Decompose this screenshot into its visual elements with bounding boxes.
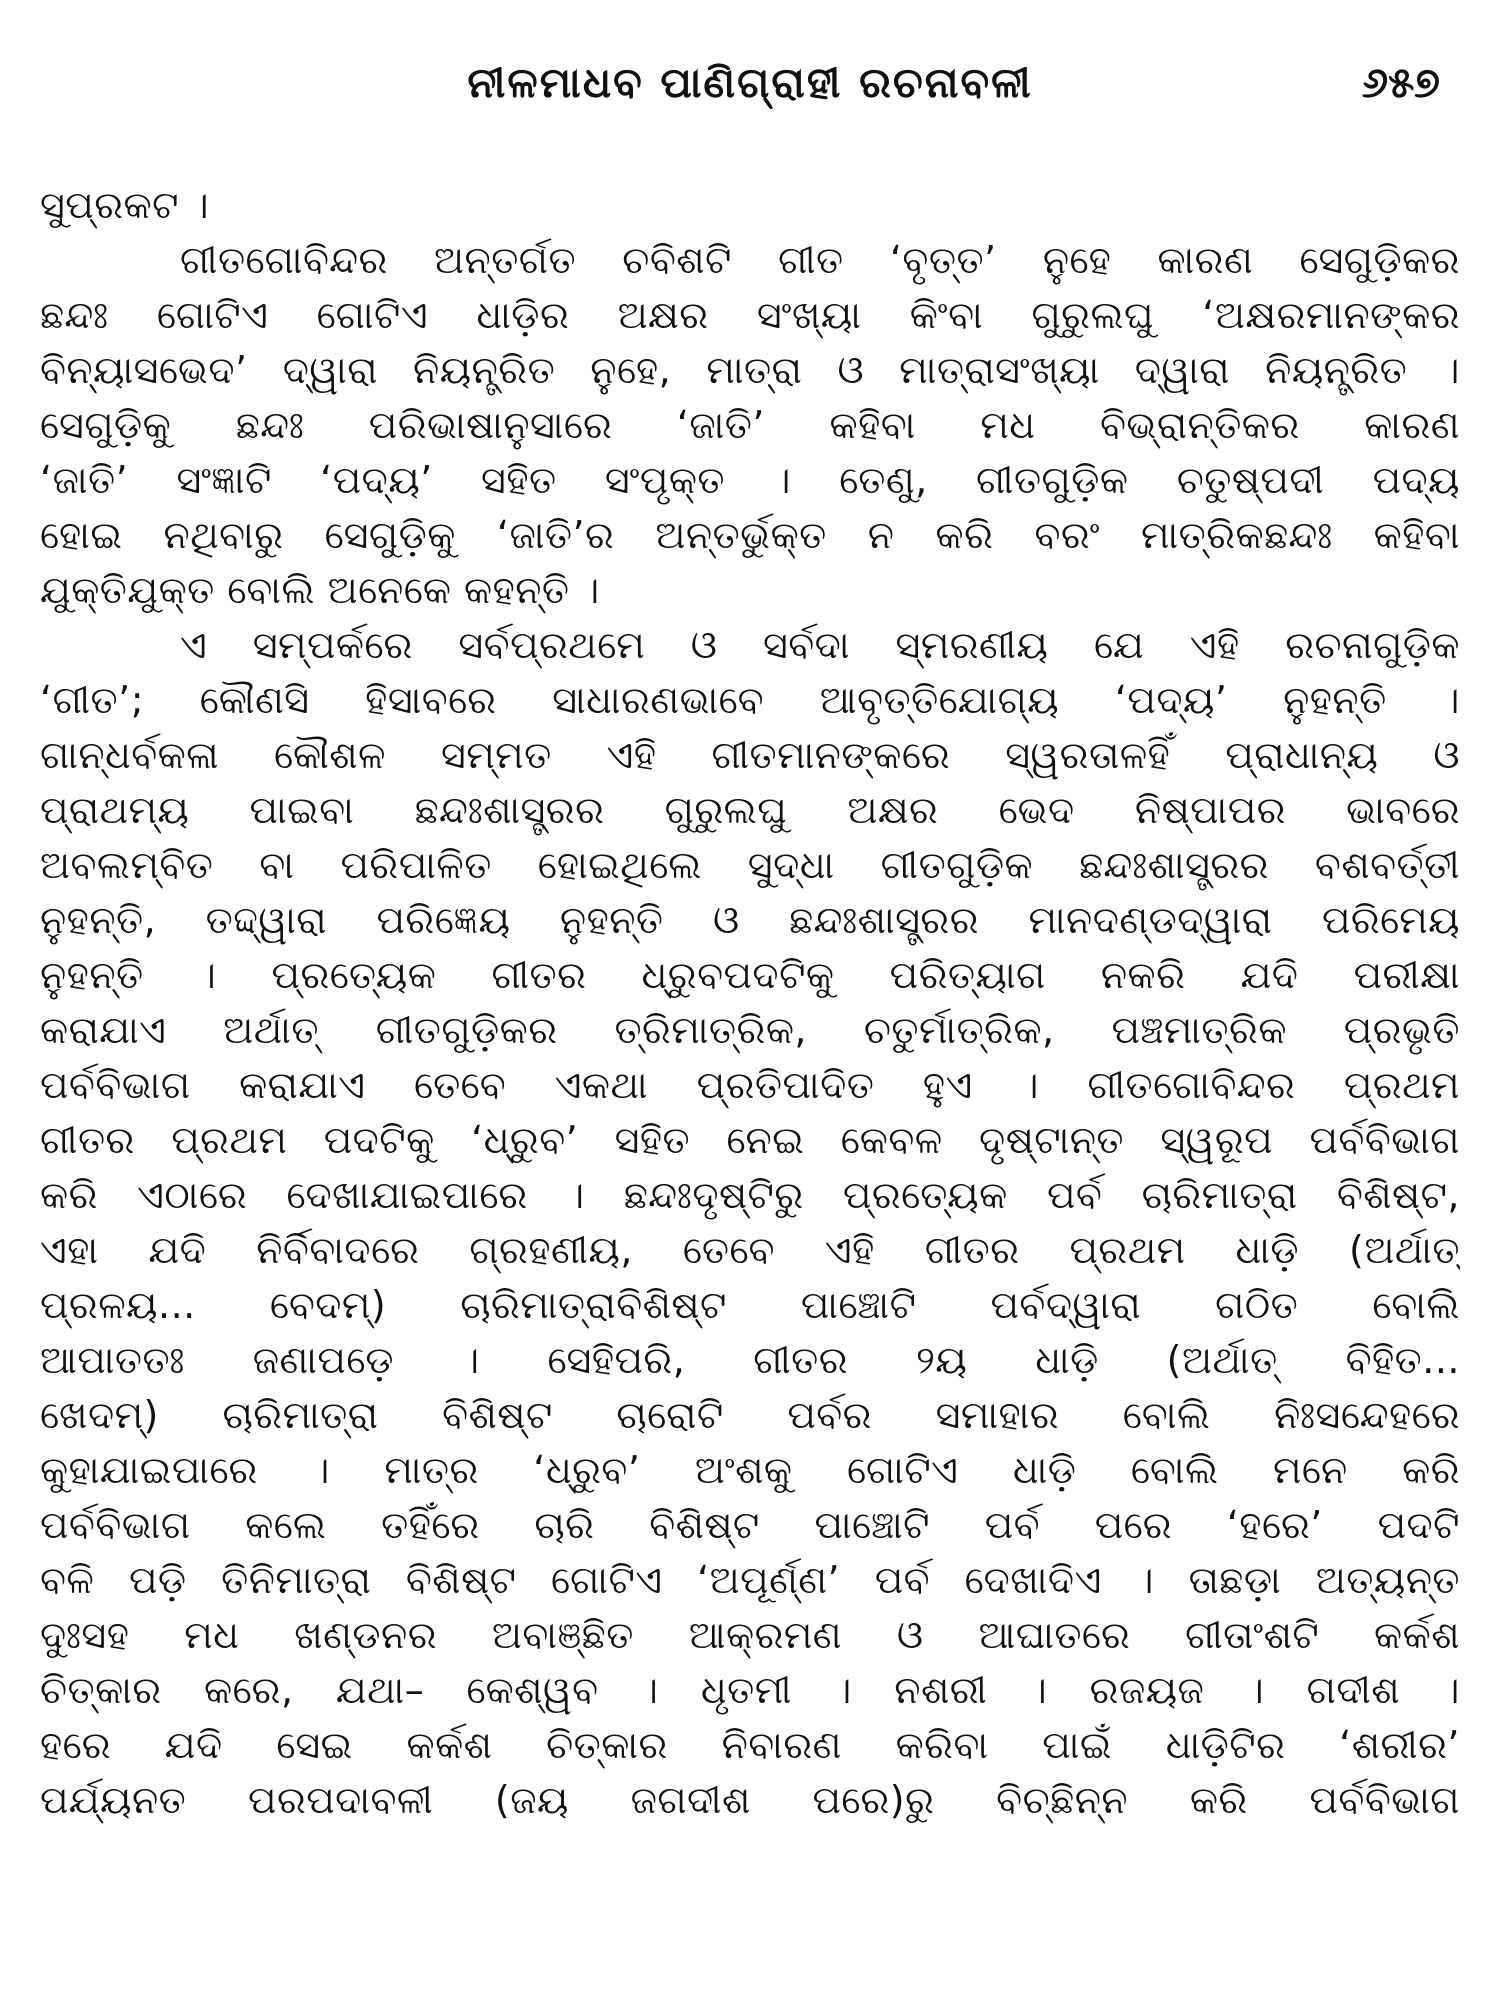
text-line: ବିନ୍ୟାସଭେଦ’ ଦ୍ୱାରା ନିୟନ୍ତ୍ରିତ ନୁହେ, ମାତ୍ରା ଓ ମାତ୍ରାସଂଖ୍ୟା ଦ୍ୱାରା ନିୟନ୍ତ୍ରିତ । [40,348,1460,392]
page-header [0,58,1500,128]
text-line: ନୁହନ୍ତି, ତଦ୍ଦ୍ୱାରା ପରିଜ୍ଞେୟ ନୁହନ୍ତି ଓ ଛନ୍ଦଃଶାସ୍ତ୍ରର ମାନଦଣ୍ଡଦ୍ୱାରା ପରିମେୟ [40,898,1460,942]
text-line: କୁହାଯାଇପାରେ । ମାତ୍ର ‘ଧ୍ରୁବ’ ଅଂଶକୁ ଗୋଟିଏ ଧାଡ଼ି ବୋଲି ମନେ କରି [40,1448,1460,1492]
text-line: ବଳି ପଡ଼ି ତିନିମାତ୍ରା ବିଶିଷ୍ଟ ଗୋଟିଏ ‘ଅପୂର୍ଣ୍ଣ’ ପର୍ବ ଦେଖାଦିଏ । ତାଛଡ଼ା ଅତ୍ୟନ୍ତ [40,1558,1460,1602]
text-line: ଦୁଃସହ ମଧ ଖଣ୍ଡନର ଅବାଞ୍ଛିତ ଆକ୍ରମଣ ଓ ଆଘାତରେ ଗୀତାଂଶଟି କର୍କଶ [40,1613,1460,1657]
text-line: ଅବଲମ୍ବିତ ବା ପରିପାଳିତ ହୋଇଥିଲେ ସୁଦ୍ଧା ଗୀତଗୁଡ଼ିକ ଛନ୍ଦଃଶାସ୍ତ୍ରର ବଶବର୍ତ୍ତୀ [40,843,1460,887]
text-line: ପ୍ରାଥମ୍ୟ ପାଇବା ଛନ୍ଦଃଶାସ୍ତ୍ରର ଗୁରୁଲଘୁ ଅକ୍ଷର ଭେଦ ନିଷ୍ପାପର ଭାବରେ [40,788,1460,832]
text-line: ପର୍ବବିଭାଗ କଲେ ତହିଁରେ ଚାରି ବିଶିଷ୍ଟ ପାଞ୍ଚୋଟି ପର୍ବ ପରେ ‘ହରେ’ ପଦଟି [40,1503,1460,1547]
text-line: ଛନ୍ଦଃ ଗୋଟିଏ ଗୋଟିଏ ଧାଡ଼ିର ଅକ୍ଷର ସଂଖ୍ୟା କିଂବା ଗୁରୁଲଘୁ ‘ଅକ୍ଷରମାନଙ୍କର [40,293,1460,337]
text-line: ସୁପ୍ରକଟ । [40,183,210,227]
text-line: ହୋଇ ନଥିବାରୁ ସେଗୁଡ଼ିକୁ ‘ଜାତି’ର ଅନ୍ତର୍ଭୁକ୍ତ ନ କରି ବରଂ ମାତ୍ରିକଛନ୍ଦଃ କହିବା [40,513,1460,557]
text-line: ନୁହନ୍ତି । ପ୍ରତ୍ୟେକ ଗୀତର ଧ୍ରୁବପଦଟିକୁ ପରିତ୍ୟାଗ ନକରି ଯଦି ପରୀକ୍ଷା [40,953,1460,997]
text-line: ହରେ ଯଦି ସେଇ କର୍କଶ ଚିତ୍କାର ନିବାରଣ କରିବା ପାଇଁ ଧାଡ଼ିଟିର ‘ଶରୀର’ [40,1723,1460,1767]
running-title: ନୀଳମାଧବ ପାଣିଗ୍ରାହୀ ରଚନାବଳୀ [467,58,1033,107]
page-number: ୬୫୭ [1361,58,1440,107]
body-text [40,178,1460,1828]
text-line: ‘ଜାତି’ ସଂଜ୍ଞାଟି ‘ପଦ୍ୟ’ ସହିତ ସଂପୃକ୍ତ । ତେଣୁ, ଗୀତଗୁଡ଼ିକ ଚତୁଷ୍ପଦୀ ପଦ୍ୟ [40,458,1460,502]
text-line: ଗୀତଗୋବିନ୍ଦର ଅନ୍ତର୍ଗତ ଚବିଶଟି ଗୀତ ‘ବୃତ୍ତ’ ନୁହେ କାରଣ ସେଗୁଡ଼ିକର [180,238,1460,282]
text-line: ‘ଗୀତ’; କୌଣସି ହିସାବରେ ସାଧାରଣଭାବେ ଆବୃତ୍ତିଯୋଗ୍ୟ ‘ପଦ୍ୟ’ ନୁହନ୍ତି । [40,678,1460,722]
text-line: ଖେଦମ୍) ଚାରିମାତ୍ରା ବିଶିଷ୍ଟ ଚାରୋଟି ପର୍ବର ସମାହାର ବୋଲି ନିଃସନ୍ଦେହରେ [40,1393,1460,1437]
text-line: ପର୍ବବିଭାଗ କରାଯାଏ ତେବେ ଏକଥା ପ୍ରତିପାଦିତ ହୁଏ । ଗୀତଗୋବିନ୍ଦର ପ୍ରଥମ [40,1063,1460,1107]
text-line: ଏହା ଯଦି ନିର୍ବିବାଦରେ ଗ୍ରହଣୀୟ, ତେବେ ଏହି ଗୀତର ପ୍ରଥମ ଧାଡ଼ି (ଅର୍ଥାତ୍ [40,1228,1460,1272]
text-line: ଗାନ୍ଧର୍ବକଳା କୌଶଳ ସମ୍ମତ ଏହି ଗୀତମାନଙ୍କରେ ସ୍ୱରତାଳହିଁ ପ୍ରାଧାନ୍ୟ ଓ [40,733,1460,777]
text-line: ପର୍ଯ୍ୟନତ ପରପଦାବଳୀ (ଜୟ ଜଗଦୀଶ ପରେ)ରୁ ବିଚ୍ଛିନ୍ନ କରି ପର୍ବବିଭାଗ [40,1778,1460,1822]
text-line: କରି ଏଠାରେ ଦେଖାଯାଇପାରେ । ଛନ୍ଦଃଦୃଷ୍ଟିରୁ ପ୍ରତ୍ୟେକ ପର୍ବ ଚାରିମାତ୍ରା ବିଶିଷ୍ଟ, [40,1173,1460,1217]
text-line: ପ୍ରଳୟ... ବେଦମ୍) ଚାରିମାତ୍ରାବିଶିଷ୍ଟ ପାଞ୍ଚୋଟି ପର୍ବଦ୍ୱାରା ଗଠିତ ବୋଲି [40,1283,1460,1327]
text-line: ଯୁକ୍ତିଯୁକ୍ତ ବୋଲି ଅନେକେ କହନ୍ତି । [40,568,600,612]
text-line: ଚିତ୍କାର କରେ, ଯଥା– କେଶ୍ୱବ । ଧୃତମୀ । ନଶରୀ । ରଜୟଜ । ଗଦୀଶ । [40,1668,1460,1712]
text-line: ଗୀତର ପ୍ରଥମ ପଦଟିକୁ ‘ଧ୍ରୁବ’ ସହିତ ନେଇ କେବଳ ଦୃଷ୍ଟାନ୍ତ ସ୍ୱରୂପ ପର୍ବବିଭାଗ [40,1118,1460,1162]
text-line: ସେଗୁଡ଼ିକୁ ଛନ୍ଦଃ ପରିଭାଷାନୁସାରେ ‘ଜାତି’ କହିବା ମଧ ବିଭ୍ରାନ୍ତିକର କାରଣ [40,403,1460,447]
text-line: ଆପାତତଃ ଜଣାପଡ଼େ । ସେହିପରି, ଗୀତର ୨ୟ ଧାଡ଼ି (ଅର୍ଥାତ୍ ବିହିତ... [40,1338,1460,1382]
text-line: ଏ ସମ୍ପର୍କରେ ସର୍ବପ୍ରଥମେ ଓ ସର୍ବଦା ସ୍ମରଣୀୟ ଯେ ଏହି ରଚନାଗୁଡ଼ିକ [180,623,1460,667]
text-line: କରାଯାଏ ଅର୍ଥାତ୍ ଗୀତଗୁଡ଼ିକର ତ୍ରିମାତ୍ରିକ, ଚତୁର୍ମାତ୍ରିକ, ପଞ୍ଚମାତ୍ରିକ ପ୍ରଭୃତି [40,1008,1460,1052]
